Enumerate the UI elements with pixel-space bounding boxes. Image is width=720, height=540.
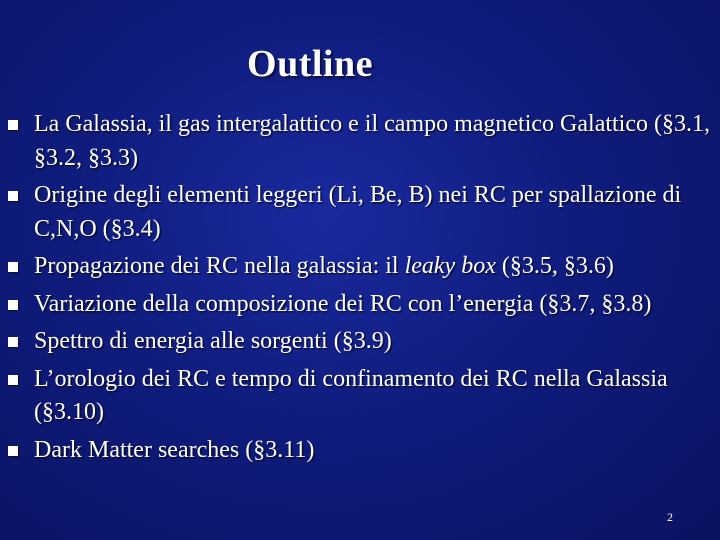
square-bullet-icon (8, 262, 18, 272)
bullet-text: Variazione della composizione dei RC con l’energia (§3.7, §3.8) (34, 290, 652, 317)
bullet-text: L’orologio dei RC e tempo di confinamento dei RC nella Galassia (§3.10) (34, 365, 668, 425)
bullet-text: La Galassia, il gas intergalattico e il campo magnetico Galattico (§3.1, §3.2, §3.3) (34, 111, 710, 171)
bullet-item (0, 363, 720, 430)
bullet-text-italic: leaky box (404, 253, 496, 279)
square-bullet-icon (8, 120, 18, 130)
bullet-item (0, 179, 720, 246)
bullet-text: Propagazione dei RC nella galassia: il (34, 253, 405, 279)
bullet-list (0, 108, 720, 471)
bullet-text: (§3.5, §3.6) (495, 253, 614, 279)
square-bullet-icon (8, 191, 18, 201)
bullet-text: Origine degli elementi leggeri (Li, Be, B) nei RC per spallazione di C,N,O (§3.4) (34, 182, 682, 242)
bullet-item (0, 325, 720, 359)
page-number: 2 (667, 510, 673, 524)
bullet-item (0, 108, 720, 175)
square-bullet-icon (8, 446, 18, 456)
bullet-item (0, 434, 720, 468)
bullet-text: Spettro di energia alle sorgenti (§3.9) (34, 328, 392, 354)
square-bullet-icon (8, 300, 18, 310)
square-bullet-icon (8, 337, 18, 347)
square-bullet-icon (8, 375, 18, 385)
bullet-item (0, 288, 720, 322)
bullet-text: Dark Matter searches (§3.11) (34, 436, 315, 463)
slide-title: Outline (247, 43, 373, 85)
bullet-item (0, 250, 720, 284)
